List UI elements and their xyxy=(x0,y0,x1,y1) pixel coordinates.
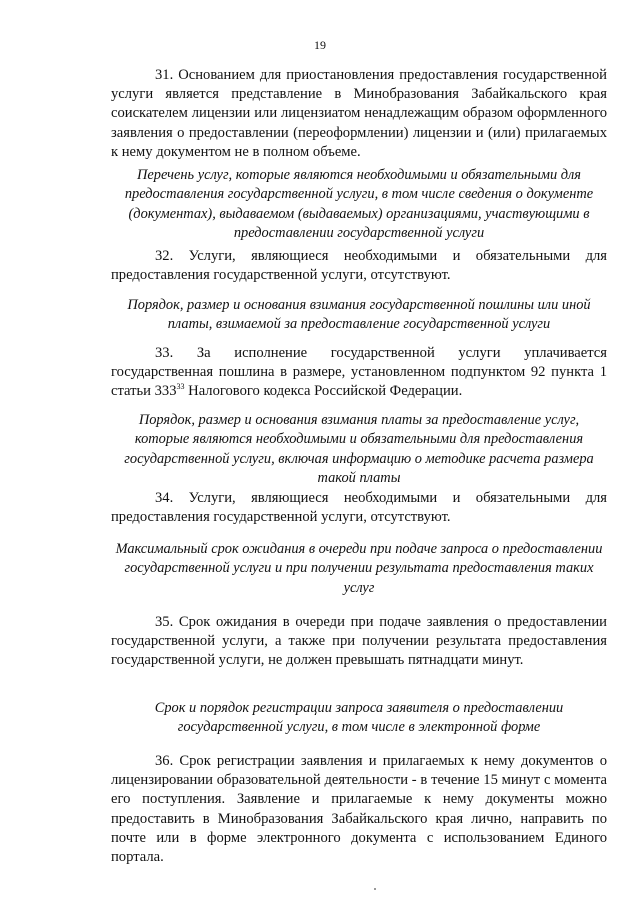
paragraph-33 xyxy=(111,344,607,402)
scan-artifact xyxy=(374,888,376,890)
section-heading-payment-basis: Порядок, размер и основания взимания платы за предоставление услуг, которые являются необходимыми и обязательными для предоставления государственной услуги, включая информацию о методике расчета размера такой платы xyxy=(124,412,594,487)
paragraph-36: 36. Срок регистрации заявления и прилагаемых к нему документов о лицензировании образовательной деятельности - в течение 15 минут с момента его поступления. Заявление и прилагаемые к нему документы можно предоставить в Минобразования Забайкальского края лично, направить по почте или в форме электронного документа с использованием Единого портала. xyxy=(111,753,607,866)
paragraph-32: 32. Услуги, являющиеся необходимыми и обязательными для предоставления государственной услуги, отсутствуют. xyxy=(111,248,607,284)
footnote-reference: 33 xyxy=(176,382,185,392)
paragraph-33-text: 33. За исполнение государственной услуги уплачивается государственная пошлина в размере, установленном подпунктом 92 пункта 1 статьи 333 xyxy=(111,345,607,400)
paragraph-33-tail: Налогового кодекса Российской Федерации. xyxy=(184,383,463,400)
paragraph-34: 34. Услуги, являющиеся необходимыми и обязательными для предоставления государственной услуги, отсутствуют. xyxy=(111,490,607,526)
paragraph-35: 35. Срок ожидания в очереди при подаче заявления о предоставлении государственной услуги, а также при получении результата предоставления государственной услуги, не должен превышать пятнадцати минут. xyxy=(111,614,607,669)
paragraph-31: 31. Основанием для приостановления предоставления государственной услуги является представление в Минобразования Забайкальского края соискателем лицензии или лицензиатом ненадлежащим образом оформленного заявления о предоставлении (переоформлении) лицензии и (или) прилагаемых к нему документом не в полном объеме. xyxy=(111,67,607,160)
page-number: 19 xyxy=(314,38,326,52)
section-heading-max-waiting-time: Максимальный срок ожидания в очереди при подаче запроса о предоставлении государственной услуги и при получении результата предоставления таких услуг xyxy=(115,541,603,596)
section-heading-required-services: Перечень услуг, которые являются необходимыми и обязательными для предоставления государственной услуги, в том числе сведения о документе (документах), выдаваемом (выдаваемых) организациями, участвующими в предоставлении государственной услуги xyxy=(124,167,594,242)
section-heading-state-fee: Порядок, размер и основания взимания государственной пошлины или иной платы, взимаемой за предоставление государственной услуги xyxy=(127,297,591,333)
section-heading-request-registration: Срок и порядок регистрации запроса заявителя о предоставлении государственной услуги, в том числе в электронной форме xyxy=(154,700,564,736)
